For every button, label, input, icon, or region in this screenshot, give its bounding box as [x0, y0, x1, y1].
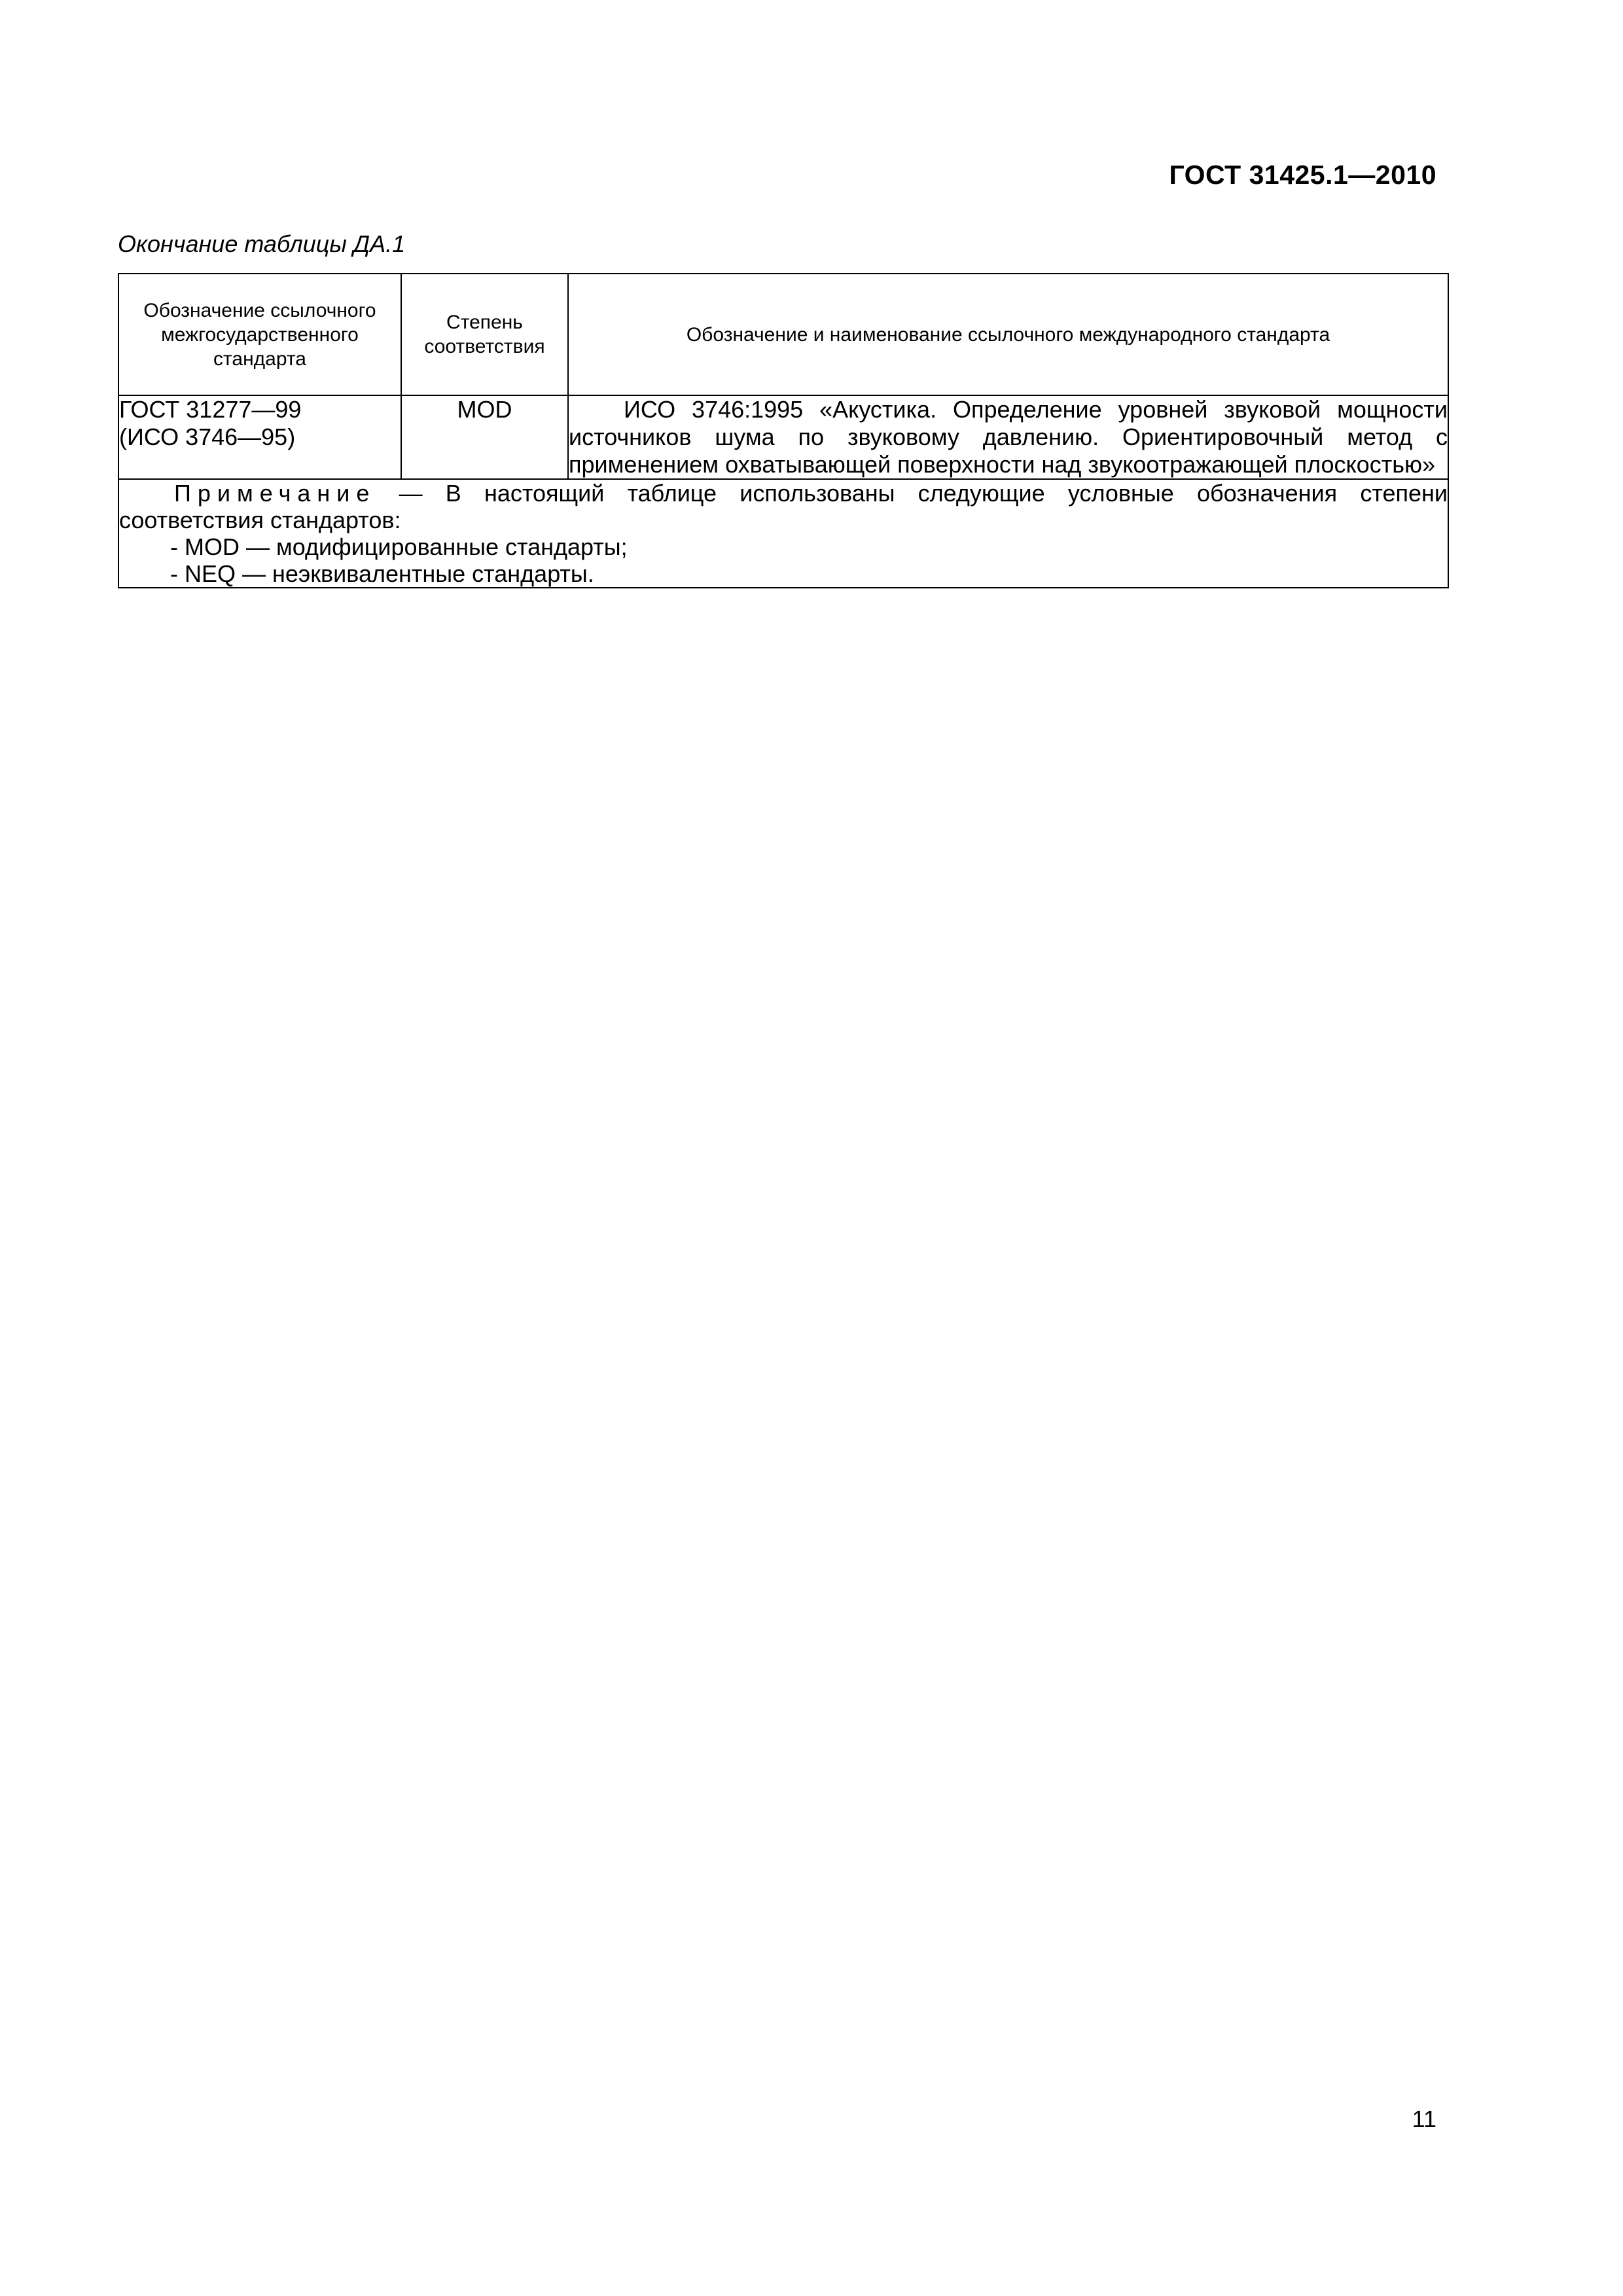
interstate-standard-code: ГОСТ 31277—99 [119, 396, 302, 423]
column-header-interstate-standard: Обозначение ссылочного межгосударственного стандарта [118, 274, 401, 395]
table-note-row [118, 479, 1448, 588]
table-header-row [118, 274, 1448, 395]
note-paragraph [119, 480, 1448, 533]
note-label: Примечание [174, 480, 376, 507]
interstate-standard-equivalent: (ИСО 3746—95) [119, 423, 296, 450]
interstate-standard-cell [118, 395, 401, 479]
note-item-neq: - NEQ — неэквивалентные стандарты. [170, 560, 594, 587]
table-note [118, 479, 1448, 588]
note-item-mod: - MOD — модифицированные стандарты; [170, 533, 628, 560]
international-standard-text: ИСО 3746:1995 «Акустика. Определение уровней звуковой мощности источников шума по звуковому давлению. Ориентировочный метод с применением охватывающей поверхности над звукоотражающей плоскостью» [569, 396, 1448, 478]
degree-cell: MOD [401, 395, 568, 479]
table-row [118, 395, 1448, 479]
international-standard-cell [568, 395, 1448, 479]
column-header-degree: Степень соответствия [401, 274, 568, 395]
page-number: 11 [1412, 2106, 1436, 2132]
document-code: ГОСТ 31425.1—2010 [1169, 160, 1436, 190]
reference-standards-table [118, 273, 1449, 588]
note-text: — В настоящий таблице использованы следующие условные обозначения степени соответствия стандартов: [119, 480, 1448, 533]
table-caption: Окончание таблицы ДА.1 [118, 230, 406, 257]
column-header-international-standard: Обозначение и наименование ссылочного международного стандарта [568, 274, 1448, 395]
